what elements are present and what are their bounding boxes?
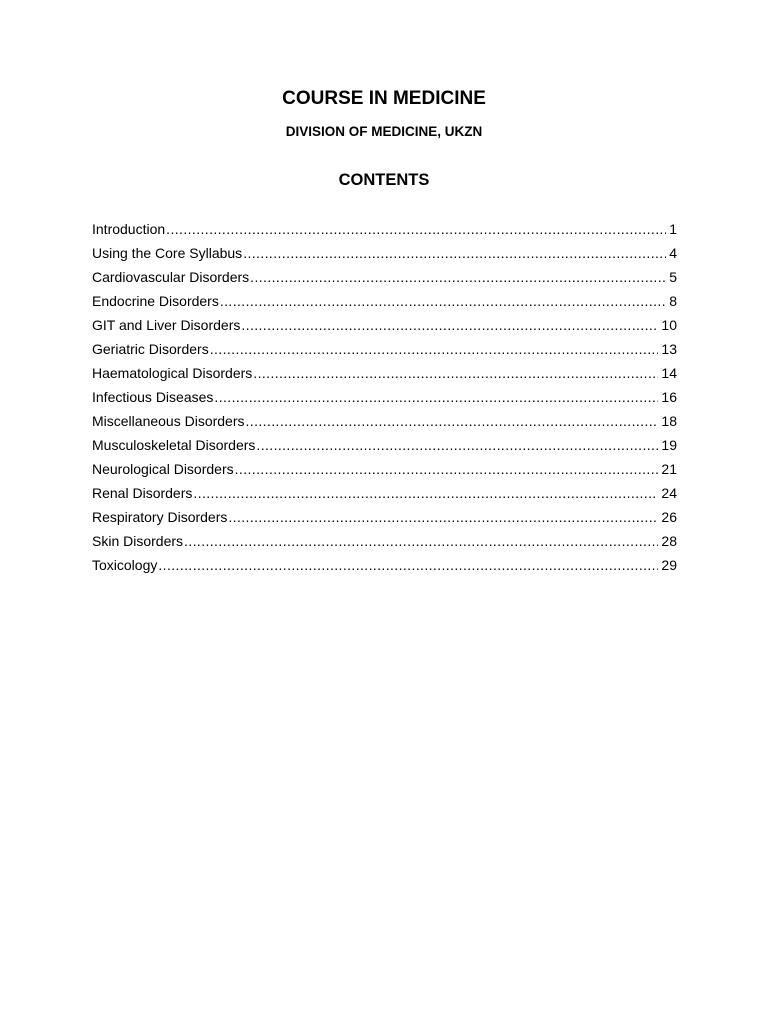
dot-leader xyxy=(235,457,659,481)
toc-entry-label: Toxicology xyxy=(92,557,158,573)
toc-entry-infectious[interactable] xyxy=(92,385,677,409)
toc-entry-label: GIT and Liver Disorders xyxy=(92,317,241,333)
toc-entry-neurological[interactable] xyxy=(92,457,677,481)
toc-entry-label: Miscellaneous Disorders xyxy=(92,413,245,429)
toc-entry-miscellaneous[interactable] xyxy=(92,409,677,433)
toc-entry-skin[interactable] xyxy=(92,529,677,553)
toc-entry-page: 1 xyxy=(669,221,677,237)
toc-entry-page: 13 xyxy=(661,341,677,357)
dot-leader xyxy=(214,385,658,409)
dot-leader xyxy=(228,505,658,529)
dot-leader xyxy=(243,241,666,265)
table-of-contents xyxy=(92,217,677,577)
dot-leader xyxy=(166,217,666,241)
toc-entry-endocrine[interactable] xyxy=(92,289,677,313)
dot-leader xyxy=(210,337,659,361)
toc-entry-label: Using the Core Syllabus xyxy=(92,245,243,261)
dot-leader xyxy=(193,481,658,505)
toc-entry-page: 29 xyxy=(661,557,677,573)
toc-entry-page: 18 xyxy=(661,413,677,429)
toc-entry-label: Geriatric Disorders xyxy=(92,341,209,357)
dot-leader xyxy=(253,361,658,385)
toc-entry-page: 19 xyxy=(661,437,677,453)
toc-entry-respiratory[interactable] xyxy=(92,505,677,529)
toc-entry-label: Respiratory Disorders xyxy=(92,509,228,525)
toc-entry-musculoskeletal[interactable] xyxy=(92,433,677,457)
toc-entry-label: Introduction xyxy=(92,221,166,237)
toc-entry-renal[interactable] xyxy=(92,481,677,505)
toc-entry-page: 24 xyxy=(661,485,677,501)
dot-leader xyxy=(256,433,658,457)
toc-entry-label: Musculoskeletal Disorders xyxy=(92,437,256,453)
dot-leader xyxy=(241,313,658,337)
toc-entry-page: 8 xyxy=(669,293,677,309)
toc-entry-label: Endocrine Disorders xyxy=(92,293,219,309)
dot-leader xyxy=(220,289,666,313)
contents-heading: CONTENTS xyxy=(338,171,430,189)
toc-entry-core-syllabus[interactable] xyxy=(92,241,677,265)
toc-entry-page: 14 xyxy=(661,365,677,381)
dot-leader xyxy=(250,265,666,289)
document-title: COURSE IN MEDICINE xyxy=(282,88,486,109)
toc-entry-label: Cardiovascular Disorders xyxy=(92,269,250,285)
toc-entry-introduction[interactable] xyxy=(92,217,677,241)
toc-entry-label: Haematological Disorders xyxy=(92,365,253,381)
toc-entry-page: 4 xyxy=(669,245,677,261)
document-subtitle: DIVISION OF MEDICINE, UKZN xyxy=(285,124,483,139)
dot-leader xyxy=(184,529,658,553)
toc-entry-label: Infectious Diseases xyxy=(92,389,214,405)
toc-entry-geriatric[interactable] xyxy=(92,337,677,361)
toc-entry-label: Neurological Disorders xyxy=(92,461,234,477)
toc-entry-git-liver[interactable] xyxy=(92,313,677,337)
toc-entry-page: 21 xyxy=(661,461,677,477)
toc-entry-page: 10 xyxy=(661,317,677,333)
toc-entry-page: 5 xyxy=(669,269,677,285)
toc-entry-haematological[interactable] xyxy=(92,361,677,385)
toc-entry-page: 28 xyxy=(661,533,677,549)
dot-leader xyxy=(246,409,659,433)
toc-entry-page: 16 xyxy=(661,389,677,405)
toc-entry-label: Skin Disorders xyxy=(92,533,184,549)
dot-leader xyxy=(158,553,658,577)
toc-entry-cardiovascular[interactable] xyxy=(92,265,677,289)
toc-entry-page: 26 xyxy=(661,509,677,525)
toc-entry-label: Renal Disorders xyxy=(92,485,193,501)
toc-entry-toxicology[interactable] xyxy=(92,553,677,577)
